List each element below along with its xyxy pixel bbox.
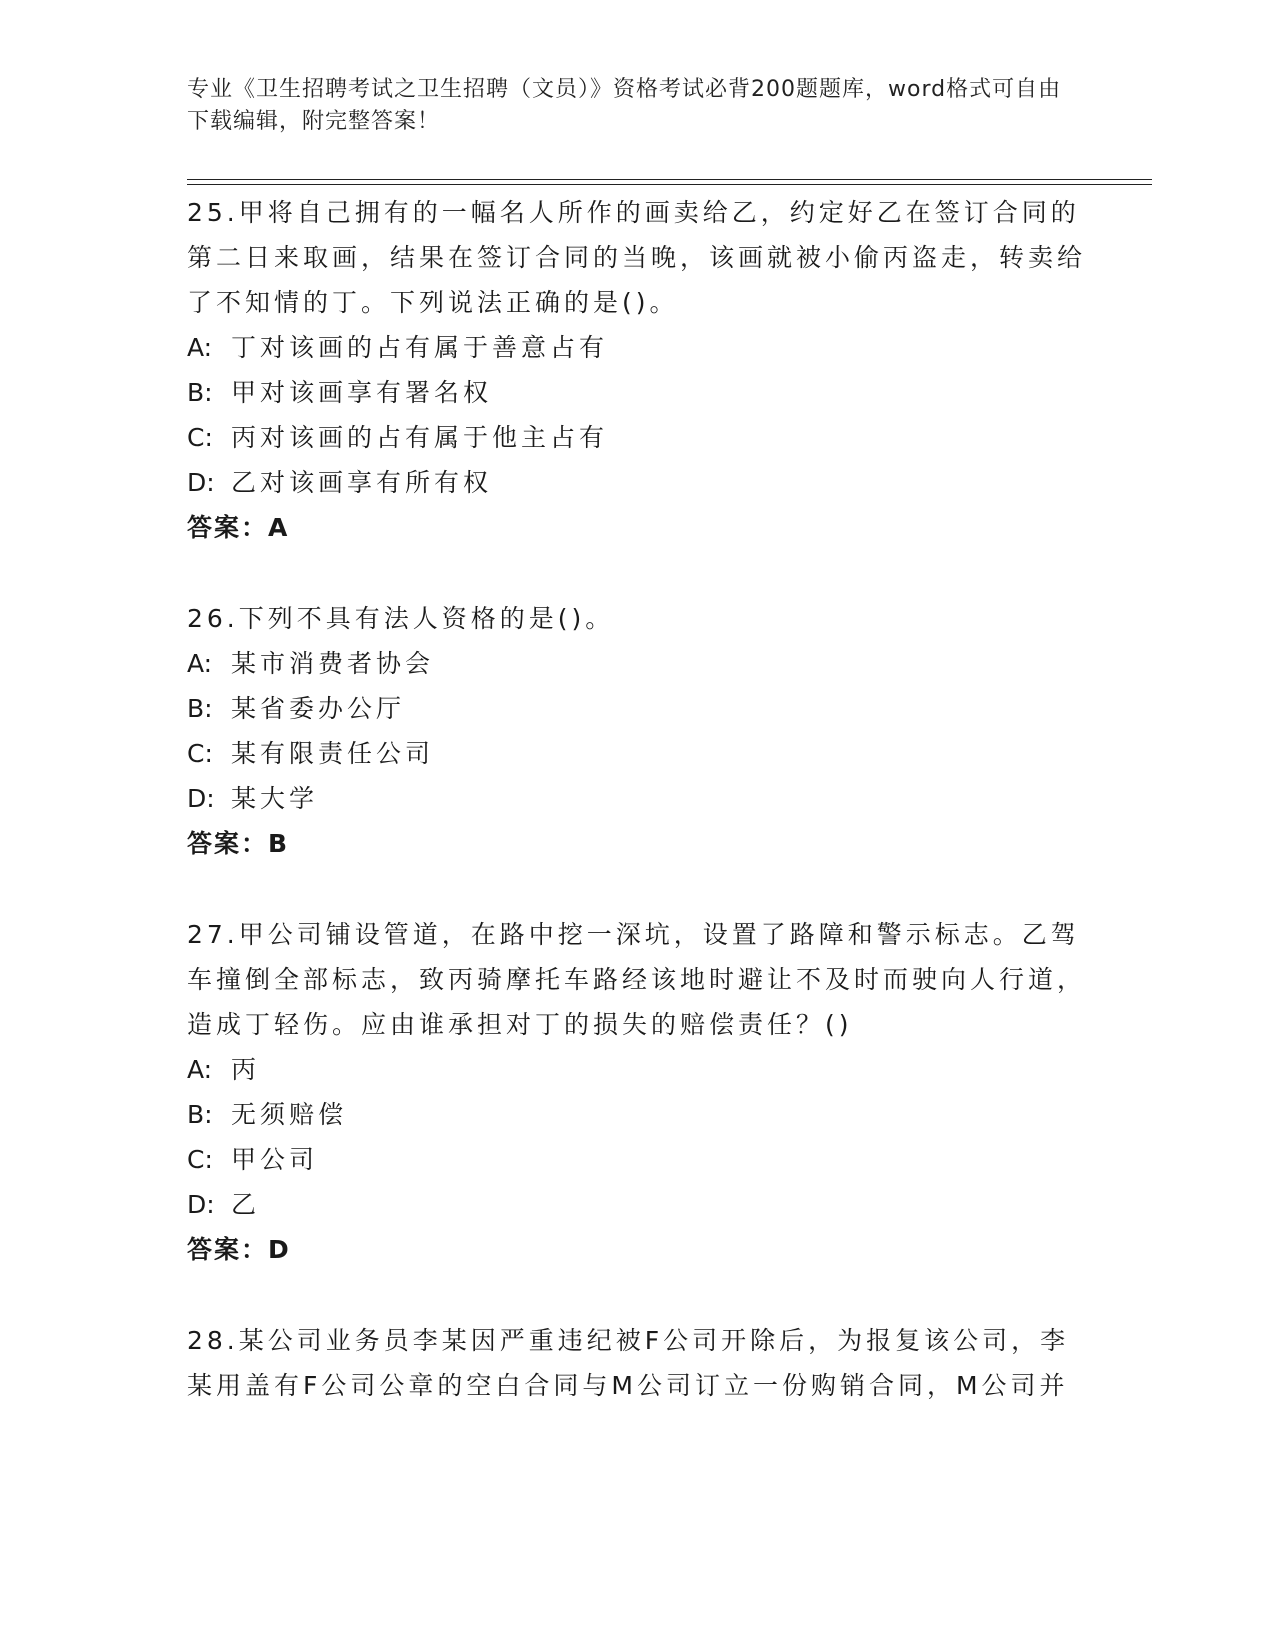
option-text: 丙对该画的占有属于他主占有 xyxy=(231,423,609,452)
option-letter: D: xyxy=(187,784,215,813)
option-d xyxy=(187,1182,1087,1227)
question-block xyxy=(187,190,1087,550)
option-letter: D: xyxy=(187,1190,215,1219)
option-b xyxy=(187,686,1087,731)
option-text: 甲公司 xyxy=(231,1145,319,1174)
question-spacer xyxy=(187,550,1087,596)
option-letter: C: xyxy=(187,739,213,768)
option-letter: A: xyxy=(187,1055,213,1084)
header-title: 专业《卫生招聘考试之卫生招聘（文员）》资格考试必背200题题库，word格式可自由下载编辑，附完整答案！ xyxy=(187,77,1062,134)
option-text: 丙 xyxy=(231,1055,261,1084)
question-block xyxy=(187,912,1087,1272)
document-header xyxy=(187,74,1067,138)
option-letter: A: xyxy=(187,333,213,362)
option-text: 某市消费者协会 xyxy=(231,649,435,678)
option-c xyxy=(187,415,1087,460)
option-c xyxy=(187,1137,1087,1182)
answer-line: 答案：B xyxy=(187,829,290,858)
answer-line: 答案：D xyxy=(187,1235,291,1264)
option-letter: B: xyxy=(187,1100,213,1129)
option-text: 某有限责任公司 xyxy=(231,739,435,768)
answer-line: 答案：A xyxy=(187,513,290,542)
option-text: 乙 xyxy=(231,1190,261,1219)
option-d xyxy=(187,460,1087,505)
option-text: 某省委办公厅 xyxy=(231,694,406,723)
option-letter: D: xyxy=(187,468,215,497)
question-stem: 28.某公司业务员李某因严重违纪被F公司开除后，为报复该公司，李某用盖有F公司公章的空白合同与M公司订立一份购销合同，M公司并 xyxy=(187,1326,1070,1400)
option-b xyxy=(187,1092,1087,1137)
question-spacer xyxy=(187,866,1087,912)
option-letter: A: xyxy=(187,649,213,678)
question-spacer xyxy=(187,1272,1087,1318)
option-a xyxy=(187,641,1087,686)
option-text: 丁对该画的占有属于善意占有 xyxy=(231,333,609,362)
question-block xyxy=(187,596,1087,866)
option-letter: B: xyxy=(187,694,213,723)
option-letter: C: xyxy=(187,423,213,452)
question-block xyxy=(187,1318,1087,1408)
option-c xyxy=(187,731,1087,776)
option-text: 某大学 xyxy=(231,784,319,813)
option-d xyxy=(187,776,1087,821)
option-a xyxy=(187,1047,1087,1092)
question-list xyxy=(187,190,1087,1408)
option-text: 乙对该画享有所有权 xyxy=(231,468,493,497)
option-letter: C: xyxy=(187,1145,213,1174)
header-divider-bottom xyxy=(187,184,1152,185)
option-b xyxy=(187,370,1087,415)
question-stem: 27.甲公司铺设管道，在路中挖一深坑，设置了路障和警示标志。乙驾车撞倒全部标志，致丙骑摩托车路经该地时避让不及时而驶向人行道，造成丁轻伤。应由谁承担对丁的损失的赔偿责任？() xyxy=(187,920,1087,1039)
question-stem: 25.甲将自己拥有的一幅名人所作的画卖给乙，约定好乙在签订合同的第二日来取画，结果在签订合同的当晚，该画就被小偷丙盗走，转卖给了不知情的丁。下列说法正确的是()。 xyxy=(187,198,1087,317)
option-text: 无须赔偿 xyxy=(231,1100,348,1129)
option-text: 甲对该画享有署名权 xyxy=(231,378,493,407)
question-stem: 26.下列不具有法人资格的是()。 xyxy=(187,604,615,633)
option-letter: B: xyxy=(187,378,213,407)
header-divider-top xyxy=(187,179,1152,180)
option-a xyxy=(187,325,1087,370)
